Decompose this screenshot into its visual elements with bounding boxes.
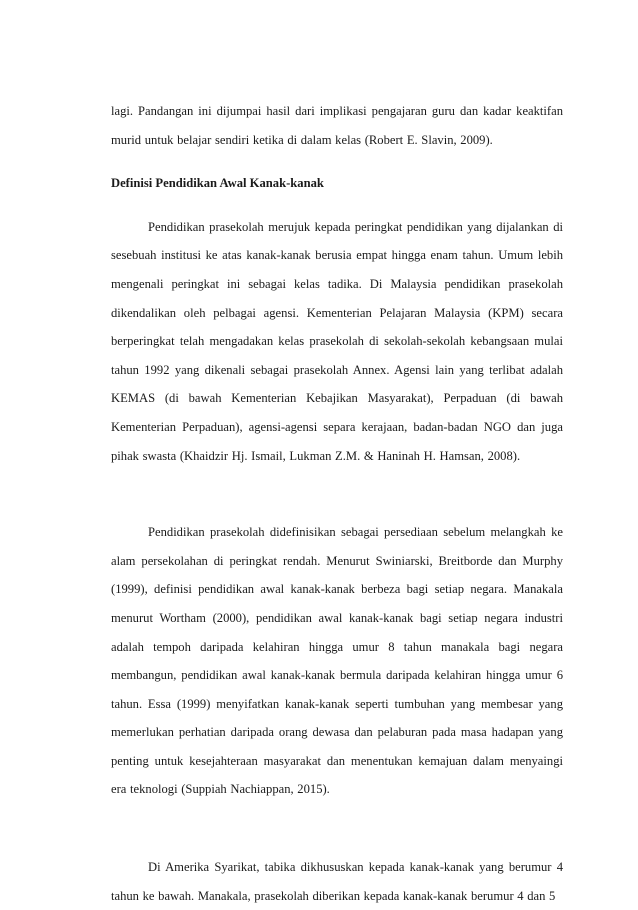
paragraph-prasekolah-persediaan: Pendidikan prasekolah didefinisikan sebagai persediaan sebelum melangkah ke alam persekolahan di peringkat rendah. Menurut Swiniarski, Breitborde dan Murphy (1999), definisi pendidikan awal kanak-kanak berbeza bagi setiap negara. Manakala menurut Wortham (2000), pendidikan awal kanak-kanak bagi setiap negara industri adalah tempoh daripada kelahiran hingga umur 8 tahun manakala bagi negara membangun, pendidikan awal kanak-kanak bermula daripada kelahiran hingga umur 6 tahun. Essa (1999) menyifatkan kanak-kanak seperti tumbuhan yang membesar yang memerlukan perhatian daripada orang dewasa dan pelaburan pada masa hadapan yang penting untuk kesejahteraan masyarakat dan menentukan kemajuan dalam menyaingi era teknologi (Suppiah Nachiappan, 2015). — [111, 525, 563, 797]
page-body — [111, 66, 563, 910]
paragraph-amerika-syarikat: Di Amerika Syarikat, tabika dikhususkan kepada kanak-kanak yang berumur 4 tahun ke bawah. Manakala, prasekolah diberikan kepada kanak-kanak berumur 4 dan 5 — [111, 860, 563, 903]
paragraph-prasekolah-definition: Pendidikan prasekolah merujuk kepada peringkat pendidikan yang dijalankan di sesebuah institusi ke atas kanak-kanak berusia empat hingga enam tahun. Umum lebih mengenali peringkat ini sebagai kelas tadika. Di Malaysia pendidikan prasekolah dikendalikan oleh pelbagai agensi. Kementerian Pelajaran Malaysia (KPM) secara berperingkat telah mengadakan kelas prasekolah di sekolah-sekolah kebangsaan mulai tahun 1992 yang dikenali sebagai prasekolah Annex. Agensi lain yang terlibat adalah KEMAS (di bawah Kementerian Kebajikan Masyarakat), Perpaduan (di bawah Kementerian Perpaduan), agensi-agensi separa kerajaan, badan-badan NGO dan juga pihak swasta (Khaidzir Hj. Ismail, Lukman Z.M. & Haninah H. Hamsan, 2008). — [111, 219, 563, 463]
continuation-paragraph: lagi. Pandangan ini dijumpai hasil dari implikasi pengajaran guru dan kadar keaktifan murid untuk belajar sendiri ketika di dalam kelas (Robert E. Slavin, 2009). — [111, 104, 563, 147]
section-heading: Definisi Pendidikan Awal Kanak-kanak — [111, 176, 324, 191]
